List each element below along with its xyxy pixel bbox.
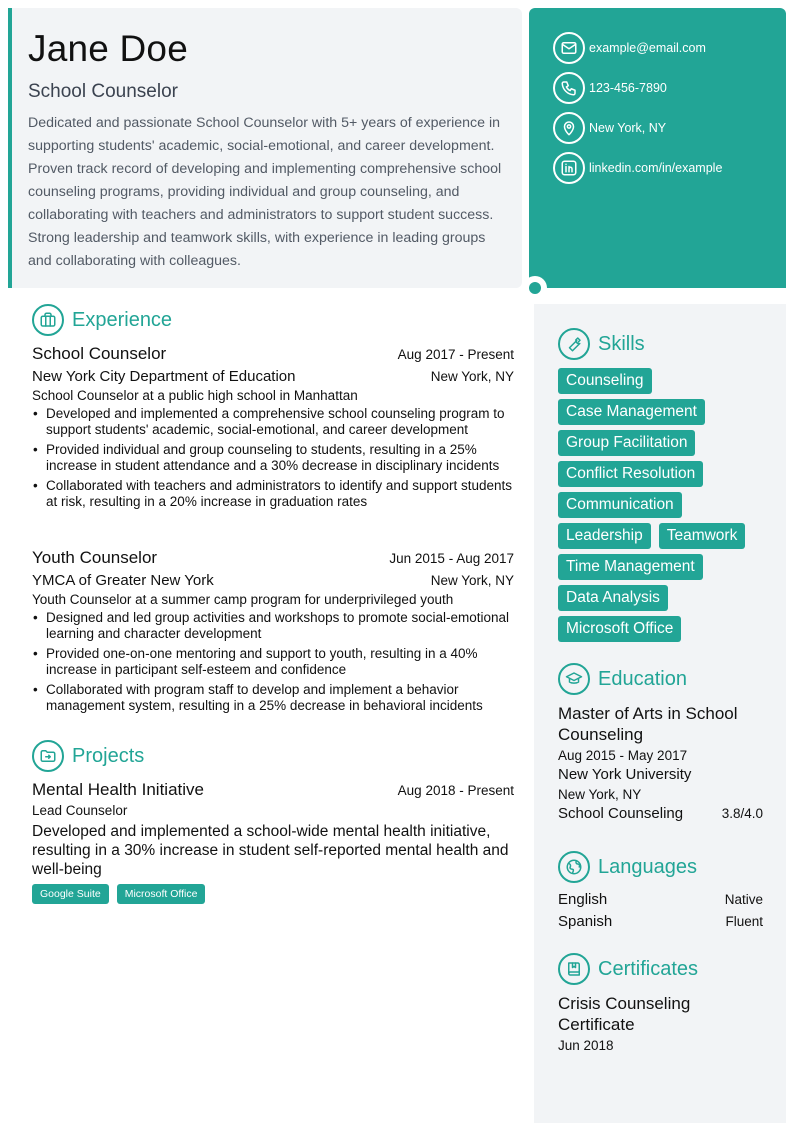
certificate-name: Crisis Counseling Certificate [558,994,691,1034]
contact-email-text: example@email.com [589,41,706,55]
language-level: Fluent [725,914,763,929]
skill-tag: Case Management [558,399,705,425]
experience-heading [32,304,172,336]
skills-list [558,368,773,642]
education-heading [558,663,687,695]
skills-title: Skills [598,332,645,355]
wrench-icon [558,328,590,360]
projects-title: Projects [72,744,145,767]
phone-icon [553,72,585,104]
bullet-item: • Provided individual and group counseling to students, resulting in a 25% increase in student attendance and a 30% decrease in disciplinary incidents [32,442,514,474]
skill-tag: Counseling [558,368,652,394]
language-row [558,913,763,930]
job-description: Youth Counselor at a summer camp program for underprivileged youth [32,592,454,607]
skill-tag: Data Analysis [558,585,668,611]
globe-icon [558,851,590,883]
education-school: New York University [558,766,692,783]
job-location: New York, NY [430,369,514,384]
contact-location [553,112,666,144]
bullet-item: • Developed and implemented a comprehensive school counseling program to support students' academic, social-emotional, and career development [32,406,514,438]
education-dates: Aug 2015 - May 2017 [558,748,688,763]
contact-email[interactable] [553,32,706,64]
certificates-title: Certificates [598,957,699,980]
graduation-cap-icon [558,663,590,695]
bullet-item: • Collaborated with teachers and administrators to identify and support students at risk, resulting in a 20% increase in graduation rates [32,478,514,510]
candidate-name: Jane Doe [28,28,188,69]
certificate-entry [558,993,763,1053]
experience-title: Experience [72,308,173,331]
education-entry [558,703,763,822]
job-org: YMCA of Greater New York [32,572,214,589]
bullet-item: • Designed and led group activities and workshops to promote social-emotional learning and character development [32,610,514,642]
project-tag: Microsoft Office [117,884,206,904]
language-row [558,891,763,908]
contact-linkedin-text: linkedin.com/in/example [589,161,723,175]
languages-heading [558,851,697,883]
skill-tag: Teamwork [659,523,746,549]
skill-tag: Conflict Resolution [558,461,703,487]
education-degree: Master of Arts in School Counseling [558,704,738,744]
contact-location-text: New York, NY [589,121,667,135]
skill-tag: Group Facilitation [558,430,695,456]
languages-list [558,891,763,930]
certificate-icon [558,953,590,985]
languages-title: Languages [598,855,697,878]
projects-heading [32,740,144,772]
skills-heading [558,328,645,360]
summary-text: Dedicated and passionate School Counselor with 5+ years of experience in supporting students' academic, social-emotional, and career development. Proven track record of developing and implementing comprehensive school counseling programs, providing individual and group counseling, and collaborating with teachers and administrators to support student success. Strong leadership and teamwork skills, with experience in leading groups and collaborating with colleagues. [28,115,502,269]
project-tag: Google Suite [32,884,109,904]
linkedin-icon [553,152,585,184]
header-panel [8,8,522,288]
education-location: New York, NY [558,787,642,802]
skill-tag: Microsoft Office [558,616,681,642]
job-title: Youth Counselor [32,548,158,567]
certificate-date: Jun 2018 [558,1038,614,1053]
project-date: Aug 2018 - Present [397,783,514,798]
project-entry [32,780,514,904]
language-name: English [558,891,608,908]
education-title: Education [598,667,687,690]
project-tags [32,884,514,904]
contact-phone-text: 123-456-7890 [589,81,667,95]
language-name: Spanish [558,913,613,930]
job-location: New York, NY [430,573,514,588]
certificates-heading [558,953,698,985]
map-pin-icon [553,112,585,144]
skill-tag: Time Management [558,554,703,580]
job-entry [32,344,514,514]
divider-dot [529,282,541,294]
job-bullets [32,610,514,714]
language-level: Native [724,892,763,907]
bullet-item: • Collaborated with program staff to develop and implement a behavior management system, resulting in a 25% decrease in behavioral incidents [32,682,514,714]
skill-tag: Leadership [558,523,651,549]
education-gpa: 3.8/4.0 [721,806,763,821]
briefcase-icon [32,304,64,336]
bullet-item: • Provided one-on-one mentoring and support to youth, resulting in a 40% increase in participant self-esteem and confidence [32,646,514,678]
contact-phone[interactable] [553,72,667,104]
job-date: Jun 2015 - Aug 2017 [389,551,514,566]
project-title: Mental Health Initiative [32,780,204,799]
job-date: Aug 2017 - Present [397,347,514,362]
education-field: School Counseling [558,805,684,822]
job-bullets [32,406,514,510]
job-title: School Counselor [32,344,167,363]
project-role: Lead Counselor [32,803,128,818]
envelope-icon [553,32,585,64]
folder-icon [32,740,64,772]
job-org: New York City Department of Education [32,368,296,385]
candidate-role: School Counselor [28,81,178,102]
contact-linkedin[interactable] [553,152,722,184]
contact-panel [529,8,786,288]
project-description: Developed and implemented a school-wide mental health initiative, resulting in a 30% increase in student self-reported mental health and well-being [32,823,509,878]
job-description: School Counselor at a public high school in Manhattan [32,388,358,403]
skill-tag: Communication [558,492,682,518]
job-entry [32,548,514,718]
